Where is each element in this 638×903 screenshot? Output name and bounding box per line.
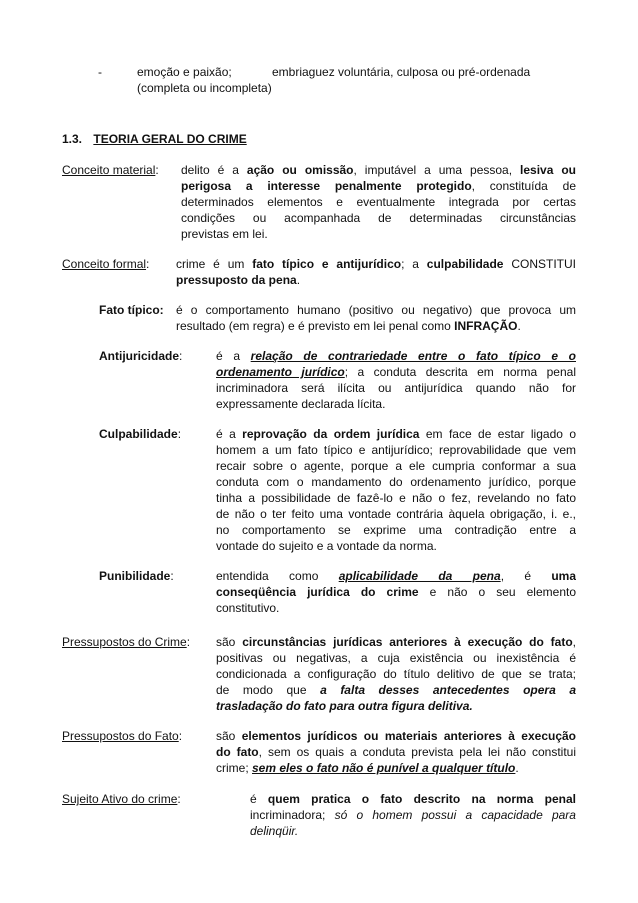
fato-tipico-label: Fato típico:	[99, 303, 164, 317]
pressupostos-crime-line5: trasladação do fato para outra figura delitiva.	[216, 699, 473, 713]
pressupostos-fato-line3: crime; sem eles o fato não é punível a qualquer título.	[216, 761, 519, 775]
culpabilidade-line2: homem a um fato típico e antijurídico; reprovabilidade que vem	[216, 443, 576, 457]
pressupostos-fato-line1: são elementos jurídicos ou materiais anteriores à execução	[216, 729, 576, 743]
sujeito-ativo-line1: é quem pratica o fato descrito na norma penal	[250, 792, 576, 806]
punibilidade-line2: conseqüência jurídica do crime e não o seu elemento	[216, 585, 576, 599]
pressupostos-crime-line2: positivas ou negativas, a cuja existência ou inexistência é	[216, 651, 576, 665]
pressupostos-fato-line2: do fato, sem os quais a conduta prevista pela lei não constitui	[216, 745, 576, 759]
pressupostos-crime-label: Pressupostos do Crime:	[62, 635, 191, 649]
sujeito-ativo-line3: delinqüir.	[250, 824, 299, 838]
conceito-formal-label: Conceito formal:	[62, 257, 150, 271]
section-heading	[62, 131, 247, 147]
conceito-material-line3: determinados elementos e eventualmente integrada por certas	[181, 195, 576, 209]
conceito-material-line4: condições ou acompanhada de determinadas circunstâncias	[181, 211, 576, 225]
conceito-material-line5: previstas em lei.	[181, 227, 268, 241]
pressupostos-crime-line4: de modo que a falta desses antecedentes opera a	[216, 683, 576, 697]
pressupostos-crime-line1: são circunstâncias jurídicas anteriores à execução do fato,	[216, 635, 576, 649]
punibilidade-label: Punibilidade:	[99, 569, 174, 583]
conceito-material-label: Conceito material:	[62, 163, 159, 177]
culpabilidade-line7: no comportamento se exprime uma contradição entre a	[216, 523, 576, 537]
bullet-dash: -	[98, 65, 102, 79]
culpabilidade-line6: de não o ter feito uma vontade contrária àquela obrigação, i. e.,	[216, 507, 576, 521]
punibilidade-line1: entendida como aplicabilidade da pena, é uma	[216, 569, 576, 583]
conceito-material-line1: delito é a ação ou omissão, imputável a uma pessoa, lesiva ou	[181, 163, 576, 177]
section-title: TEORIA GERAL DO CRIME	[93, 132, 247, 146]
antijuridicidade-line3: incriminadora será ilícita ou antijurídica quando não for	[216, 381, 576, 395]
fato-tipico-line2: resultado (em regra) e é previsto em lei penal como INFRAÇÃO.	[176, 319, 521, 333]
conceito-formal-line2: pressuposto da pena.	[176, 273, 301, 287]
antijuridicidade-line2: ordenamento jurídico; a conduta descrita em norma penal	[216, 365, 576, 379]
punibilidade-line3: constitutivo.	[216, 601, 280, 615]
sujeito-ativo-line2: incriminadora; só o homem possui a capacidade para	[250, 808, 576, 822]
pressupostos-crime-line3: condicionada a configuração do título delitivo de que se trata;	[216, 667, 576, 681]
antijuridicidade-label: Antijuricidade:	[99, 349, 183, 363]
bullet-text-line2: (completa ou incompleta)	[137, 81, 272, 95]
antijuridicidade-line1: é a relação de contrariedade entre o fato típico e o	[216, 349, 576, 363]
pressupostos-fato-label: Pressupostos do Fato:	[62, 729, 183, 743]
fato-tipico-line1: é o comportamento humano (positivo ou negativo) que provoca um	[176, 303, 576, 317]
culpabilidade-line1: é a reprovação da ordem jurídica em face de estar ligado o	[216, 427, 576, 441]
bullet-text-b: embriaguez voluntária, culposa ou pré-ordenada	[272, 65, 531, 79]
conceito-formal-line1: crime é um fato típico e antijurídico; a culpabilidade CONSTITUI	[176, 257, 576, 271]
section-number: 1.3.	[62, 132, 83, 146]
culpabilidade-line5: tinha a possibilidade de fazê-lo e não o fez, revelando no fato	[216, 491, 576, 505]
culpabilidade-line3: recair sobre o agente, porque a ele cumpria conformar a sua	[216, 459, 576, 473]
culpabilidade-line8: vontade do sujeito e a vontade da norma.	[216, 539, 437, 553]
antijuridicidade-line4: expressamente declarada lícita.	[216, 397, 386, 411]
culpabilidade-label: Culpabilidade:	[99, 427, 182, 441]
conceito-material-line2: perigosa a interesse penalmente protegido, constituída de	[181, 179, 576, 193]
sujeito-ativo-label: Sujeito Ativo do crime:	[62, 792, 181, 806]
culpabilidade-line4: conduta com o mandamento do ordenamento jurídico, porque	[216, 475, 576, 489]
bullet-text-a: emoção e paixão;	[137, 65, 232, 79]
